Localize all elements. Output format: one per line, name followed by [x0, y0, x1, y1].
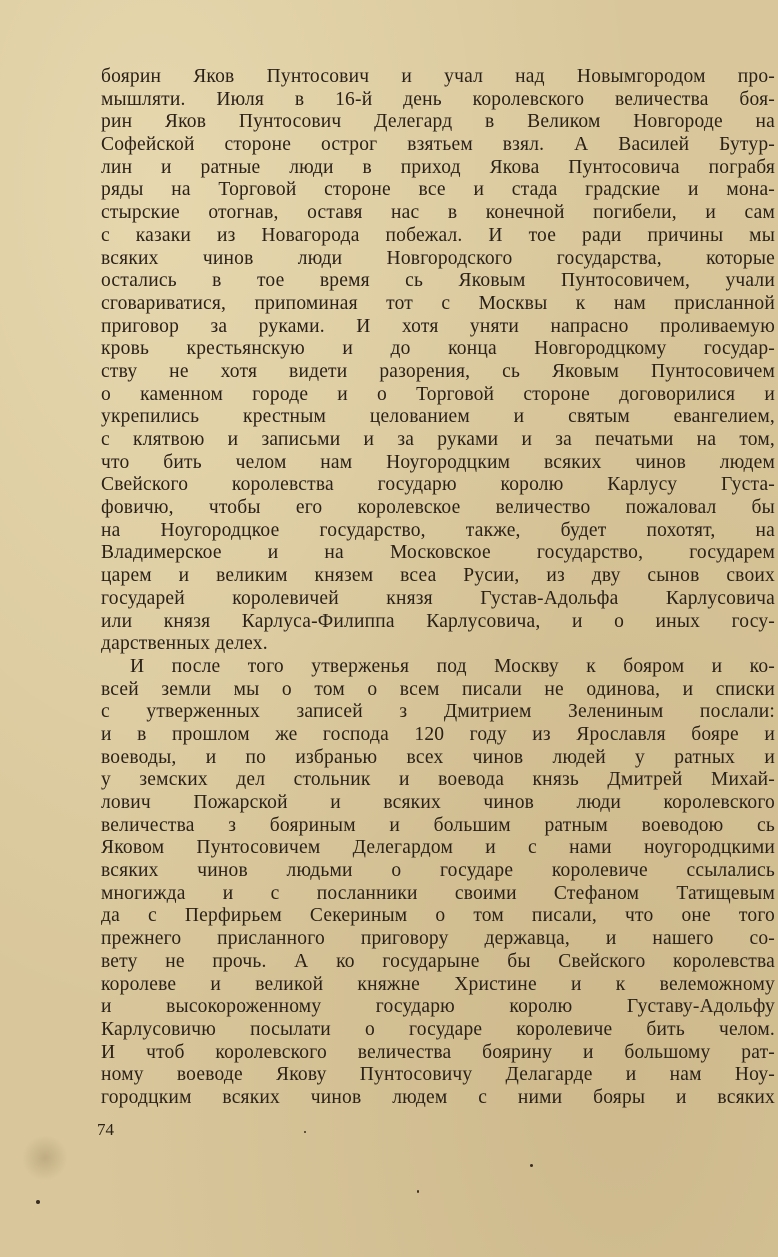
text-line: Свейского королевства государю королю Карлусу Густа- — [101, 474, 775, 496]
text-line: ряды на Торговой стороне все и стада градские и мона- — [101, 179, 775, 201]
text-line: мышляти. Июля в 16-й день королевского величества боя- — [101, 88, 775, 110]
text-line: лович Пожарской и всяких чинов люди королевского — [101, 792, 775, 813]
ink-speck — [417, 1190, 419, 1193]
text-line: Владимерское и на Московское государство, государем — [101, 542, 775, 564]
text-line: городцким всяких чинов людем с ними бояры и всяких — [101, 1086, 775, 1108]
paper-stain — [22, 1135, 68, 1181]
text-line: рин Яков Пунтосович Делегард в Великом Новгороде на — [101, 111, 775, 133]
text-line: укрепились крестным целованием и святым евангелием, — [101, 406, 775, 428]
text-line: королеве и великой княжне Христине и к велеможному — [101, 973, 775, 995]
text-line: ному воеводе Якову Пунтосовичу Делагарде и нам Ноу- — [101, 1064, 775, 1086]
text-line: с казаки из Новагорода побежал. И тое ради причины мы — [101, 224, 775, 246]
text-line: приговор за руками. И хотя уняти напрасно проливаемую — [101, 315, 775, 337]
ink-speck — [36, 1200, 40, 1204]
text-line: что бить челом нам Ноугородцким всяких чинов людем — [101, 451, 775, 473]
text-line: величества з бояриным и большим ратным воеводою сь — [101, 814, 775, 836]
text-line: сговариватися, припоминая тот с Москвы к нам присланной — [101, 292, 775, 314]
text-line: ству не хотя видети разорения, сь Яковым Пунтосовичем — [101, 360, 775, 382]
text-line: Яковом Пунтосовичем Делегардом и с нами ноугородцкими — [101, 837, 775, 859]
text-line: фовичю, чтобы его королевское величество пожаловал бы — [101, 497, 775, 519]
text-line: стырские отогнав, оставя нас в конечной погибели, и сам — [101, 202, 775, 224]
text-line: или князя Карлуса-Филиппа Карлусовича, и о иных госу- — [101, 610, 775, 632]
text-line: кровь крестьянскую и до конца Новгородцкому государ- — [101, 338, 775, 360]
body-text — [101, 66, 778, 1110]
text-line: всяких чинов людьми о государе королевиче ссылались — [101, 860, 775, 882]
text-line: воеводы, и по избранью всех чинов людей у ратных и — [101, 746, 775, 768]
text-line: прежнего присланного приговору державца, и нашего со- — [101, 928, 775, 950]
text-line: Софейской стороне острог взятьем взял. А Василей Бутур- — [101, 134, 775, 156]
text-line: И после того утверженья под Москву к бояром и ко- — [130, 655, 775, 677]
text-line: с клятвою и записьми и за руками и за печатьми на том, — [101, 429, 775, 450]
text-line: боярин Яков Пунтосович и учал над Новымгородом про- — [101, 66, 775, 87]
text-line: многижда и с посланники своими Стефаном Татищевым — [101, 882, 775, 904]
text-line: всяких чинов люди Новгородского государства, которые — [101, 247, 775, 269]
text-line: дарственных делех. — [101, 633, 268, 655]
ink-speck — [304, 1131, 306, 1133]
text-line: лин и ратные люди в приход Якова Пунтосовича пограбя — [101, 156, 775, 178]
text-line: с утверженных записей з Дмитрием Зелениным послали: — [101, 701, 775, 723]
text-line: и высокороженному государю королю Густаву-Адольфу — [101, 996, 775, 1018]
text-line: остались в тое время сь Яковым Пунтосовичем, учали — [101, 270, 775, 292]
text-line: царем и великим князем всеа Русии, из дву сынов своих — [101, 565, 775, 587]
text-line: вету не прочь. А ко государыне бы Свейского королевства — [101, 950, 775, 972]
text-line: на Ноугородцкое государство, также, будет похотят, на — [101, 519, 775, 541]
text-line: Карлусовичю посылати о государе королевиче бить челом. — [101, 1018, 775, 1040]
text-line: И чтоб королевского величества боярину и большому рат- — [101, 1041, 775, 1063]
text-line: государей королевичей князя Густав-Адольфа Карлусовича — [101, 587, 775, 609]
page-number: 74 — [97, 1120, 114, 1139]
text-line: у земских дел стольник и воевода князь Дмитрей Михай- — [101, 769, 775, 791]
text-line: о каменном городе и о Торговой стороне договорилися и — [101, 383, 775, 405]
text-line: да с Перфирьем Секериным о том писали, что оне того — [101, 905, 775, 927]
text-line: и в прошлом же господа 120 году из Ярославля бояре и — [101, 723, 775, 745]
text-line: всей земли мы о том о всем писали не одинова, и списки — [101, 678, 775, 700]
ink-speck — [530, 1164, 533, 1167]
